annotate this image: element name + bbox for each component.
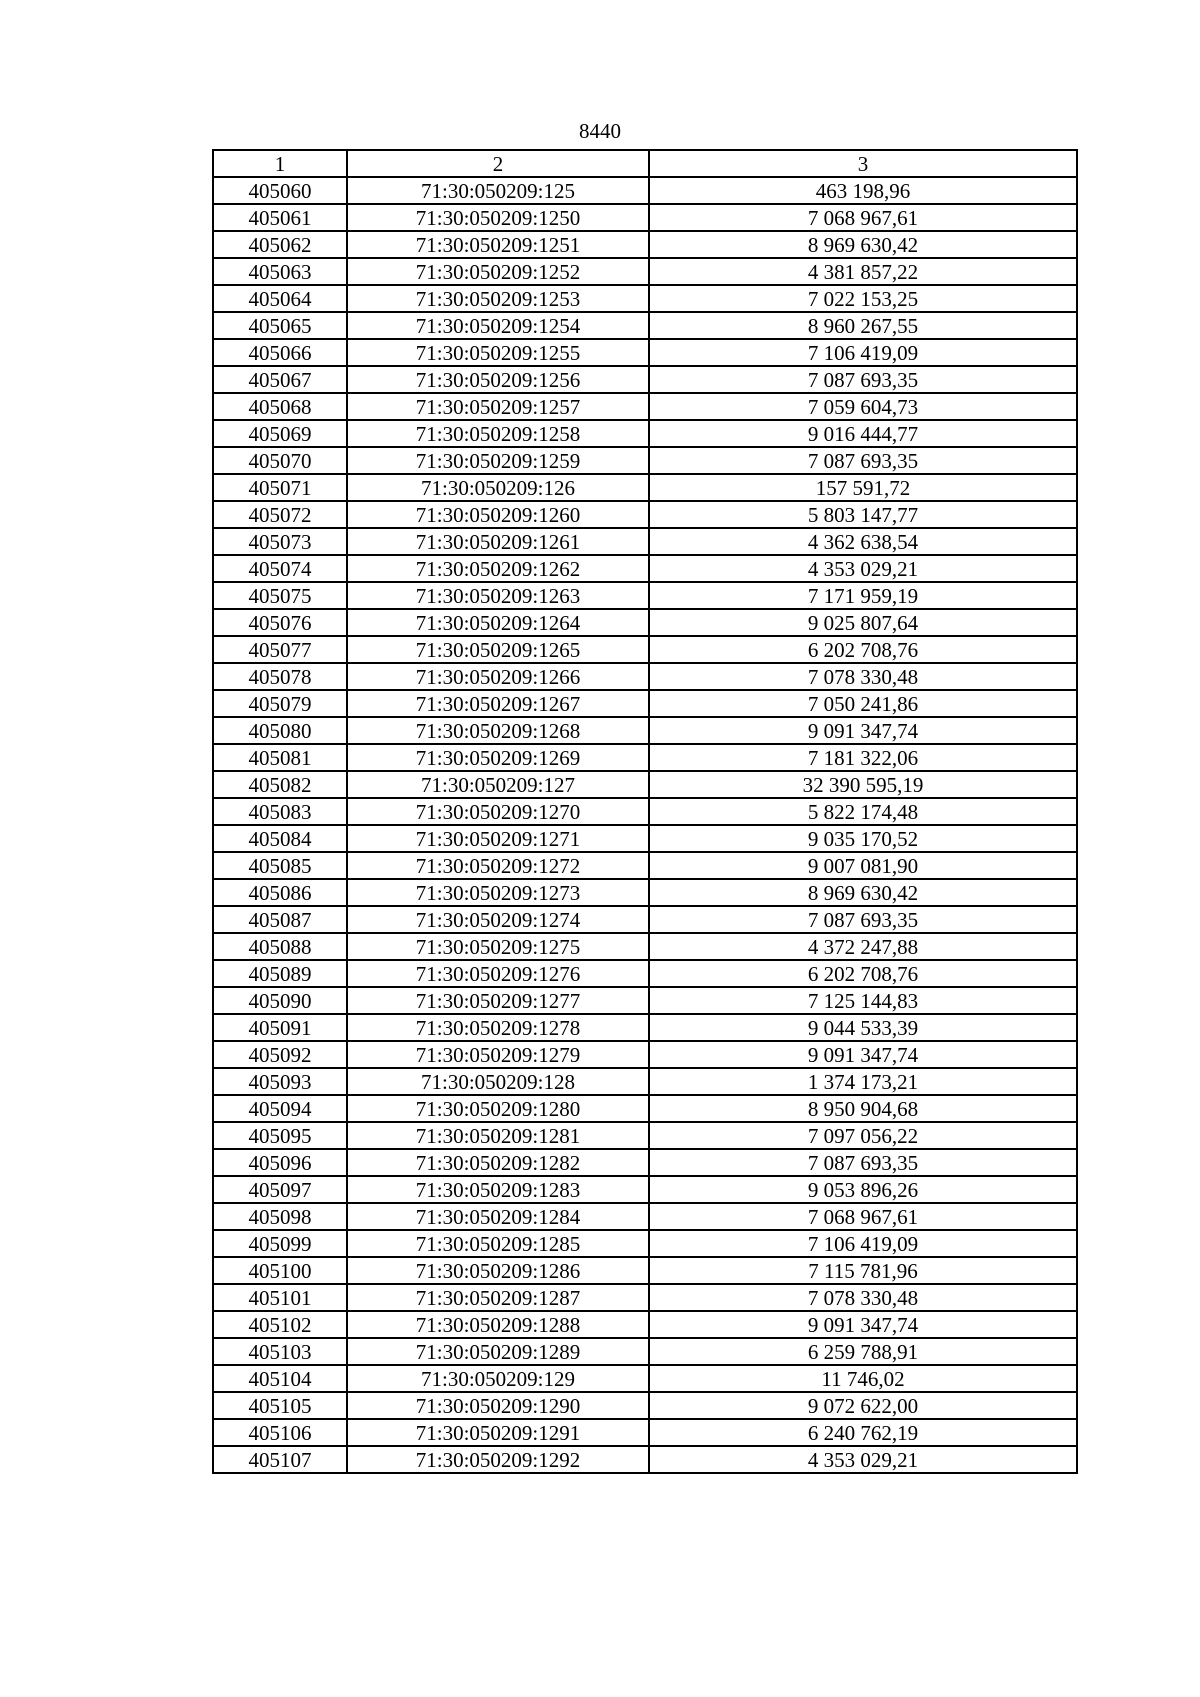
row-number-cell: 405064: [213, 285, 347, 312]
table-row: [213, 717, 1077, 744]
table-header-row: [213, 150, 1077, 177]
row-number-cell: 405077: [213, 636, 347, 663]
value-cell: 6 240 762,19: [649, 1419, 1077, 1446]
cadastral-number-cell: 71:30:050209:1267: [347, 690, 649, 717]
value-cell: 8 969 630,42: [649, 879, 1077, 906]
table-row: [213, 1230, 1077, 1257]
cadastral-number-cell: 71:30:050209:1276: [347, 960, 649, 987]
value-cell: 8 950 904,68: [649, 1095, 1077, 1122]
row-number-cell: 405075: [213, 582, 347, 609]
table-row: [213, 798, 1077, 825]
value-cell: 4 353 029,21: [649, 555, 1077, 582]
table-row: [213, 1419, 1077, 1446]
table-row: [213, 528, 1077, 555]
value-cell: 8 960 267,55: [649, 312, 1077, 339]
row-number-cell: 405060: [213, 177, 347, 204]
value-cell: 7 181 322,06: [649, 744, 1077, 771]
cadastral-number-cell: 71:30:050209:127: [347, 771, 649, 798]
value-cell: 9 091 347,74: [649, 1311, 1077, 1338]
row-number-cell: 405069: [213, 420, 347, 447]
table-row: [213, 609, 1077, 636]
row-number-cell: 405079: [213, 690, 347, 717]
table-row: [213, 555, 1077, 582]
value-cell: 9 091 347,74: [649, 717, 1077, 744]
page-number: 8440: [579, 119, 621, 143]
row-number-cell: 405087: [213, 906, 347, 933]
table-row: [213, 744, 1077, 771]
cadastral-number-cell: 71:30:050209:1258: [347, 420, 649, 447]
row-number-cell: 405084: [213, 825, 347, 852]
table-row: [213, 1257, 1077, 1284]
cadastral-number-cell: 71:30:050209:1290: [347, 1392, 649, 1419]
table-row: [213, 582, 1077, 609]
cadastral-number-cell: 71:30:050209:1269: [347, 744, 649, 771]
cadastral-number-cell: 71:30:050209:1272: [347, 852, 649, 879]
row-number-cell: 405066: [213, 339, 347, 366]
value-cell: 5 822 174,48: [649, 798, 1077, 825]
row-number-cell: 405076: [213, 609, 347, 636]
value-cell: 1 374 173,21: [649, 1068, 1077, 1095]
cadastral-number-cell: 71:30:050209:1282: [347, 1149, 649, 1176]
row-number-cell: 405061: [213, 204, 347, 231]
table-row: [213, 771, 1077, 798]
value-cell: 4 372 247,88: [649, 933, 1077, 960]
row-number-cell: 405086: [213, 879, 347, 906]
cadastral-number-cell: 71:30:050209:1273: [347, 879, 649, 906]
cadastral-number-cell: 71:30:050209:1262: [347, 555, 649, 582]
cadastral-number-cell: 71:30:050209:1260: [347, 501, 649, 528]
row-number-cell: 405102: [213, 1311, 347, 1338]
table-row: [213, 879, 1077, 906]
cadastral-number-cell: 71:30:050209:1275: [347, 933, 649, 960]
value-cell: 4 362 638,54: [649, 528, 1077, 555]
row-number-cell: 405092: [213, 1041, 347, 1068]
column-header-1: 1: [213, 150, 347, 177]
cadastral-number-cell: 71:30:050209:1283: [347, 1176, 649, 1203]
row-number-cell: 405088: [213, 933, 347, 960]
row-number-cell: 405078: [213, 663, 347, 690]
cadastral-number-cell: 71:30:050209:1286: [347, 1257, 649, 1284]
cadastral-number-cell: 71:30:050209:129: [347, 1365, 649, 1392]
value-cell: 7 171 959,19: [649, 582, 1077, 609]
table-row: [213, 1014, 1077, 1041]
table-row: [213, 1095, 1077, 1122]
value-cell: 9 025 807,64: [649, 609, 1077, 636]
value-cell: 7 022 153,25: [649, 285, 1077, 312]
row-number-cell: 405098: [213, 1203, 347, 1230]
row-number-cell: 405106: [213, 1419, 347, 1446]
value-cell: 7 106 419,09: [649, 339, 1077, 366]
cadastral-number-cell: 71:30:050209:1252: [347, 258, 649, 285]
value-cell: 6 259 788,91: [649, 1338, 1077, 1365]
cadastral-number-cell: 71:30:050209:1278: [347, 1014, 649, 1041]
row-number-cell: 405093: [213, 1068, 347, 1095]
table-row: [213, 366, 1077, 393]
value-cell: 9 053 896,26: [649, 1176, 1077, 1203]
table-row: [213, 258, 1077, 285]
value-cell: 6 202 708,76: [649, 960, 1077, 987]
table-row: [213, 960, 1077, 987]
table-row: [213, 1041, 1077, 1068]
cadastral-number-cell: 71:30:050209:1250: [347, 204, 649, 231]
value-cell: 7 087 693,35: [649, 366, 1077, 393]
cadastral-number-cell: 71:30:050209:1289: [347, 1338, 649, 1365]
cadastral-number-cell: 71:30:050209:1254: [347, 312, 649, 339]
row-number-cell: 405091: [213, 1014, 347, 1041]
row-number-cell: 405101: [213, 1284, 347, 1311]
cadastral-number-cell: 71:30:050209:1274: [347, 906, 649, 933]
row-number-cell: 405103: [213, 1338, 347, 1365]
row-number-cell: 405099: [213, 1230, 347, 1257]
value-cell: 7 097 056,22: [649, 1122, 1077, 1149]
cadastral-number-cell: 71:30:050209:1263: [347, 582, 649, 609]
value-cell: 7 087 693,35: [649, 906, 1077, 933]
cadastral-number-cell: 71:30:050209:128: [347, 1068, 649, 1095]
table-row: [213, 339, 1077, 366]
row-number-cell: 405081: [213, 744, 347, 771]
cadastral-number-cell: 71:30:050209:1271: [347, 825, 649, 852]
table-row: [213, 933, 1077, 960]
row-number-cell: 405094: [213, 1095, 347, 1122]
value-cell: 7 115 781,96: [649, 1257, 1077, 1284]
cadastral-number-cell: 71:30:050209:1270: [347, 798, 649, 825]
table-row: [213, 204, 1077, 231]
cadastral-number-cell: 71:30:050209:1292: [347, 1446, 649, 1473]
cadastral-number-cell: 71:30:050209:1255: [347, 339, 649, 366]
value-cell: 7 050 241,86: [649, 690, 1077, 717]
cadastral-number-cell: 71:30:050209:1251: [347, 231, 649, 258]
cadastral-number-cell: 71:30:050209:1265: [347, 636, 649, 663]
table-row: [213, 474, 1077, 501]
row-number-cell: 405083: [213, 798, 347, 825]
value-cell: 9 072 622,00: [649, 1392, 1077, 1419]
table-row: [213, 906, 1077, 933]
cadastral-number-cell: 71:30:050209:1288: [347, 1311, 649, 1338]
table-row: [213, 1122, 1077, 1149]
registry-table: [212, 149, 1078, 1474]
value-cell: 157 591,72: [649, 474, 1077, 501]
table-row: [213, 1284, 1077, 1311]
row-number-cell: 405089: [213, 960, 347, 987]
table-row: [213, 852, 1077, 879]
cadastral-number-cell: 71:30:050209:1268: [347, 717, 649, 744]
column-header-3: 3: [649, 150, 1077, 177]
row-number-cell: 405096: [213, 1149, 347, 1176]
table-row: [213, 1365, 1077, 1392]
cadastral-number-cell: 71:30:050209:1280: [347, 1095, 649, 1122]
cadastral-number-cell: 71:30:050209:1281: [347, 1122, 649, 1149]
cadastral-number-cell: 71:30:050209:1266: [347, 663, 649, 690]
cadastral-number-cell: 71:30:050209:1264: [347, 609, 649, 636]
table-row: [213, 1203, 1077, 1230]
table-row: [213, 1176, 1077, 1203]
cadastral-number-cell: 71:30:050209:1284: [347, 1203, 649, 1230]
table-row: [213, 1338, 1077, 1365]
row-number-cell: 405095: [213, 1122, 347, 1149]
row-number-cell: 405082: [213, 771, 347, 798]
value-cell: 7 078 330,48: [649, 663, 1077, 690]
table-row: [213, 825, 1077, 852]
row-number-cell: 405090: [213, 987, 347, 1014]
table-row: [213, 231, 1077, 258]
row-number-cell: 405104: [213, 1365, 347, 1392]
row-number-cell: 405062: [213, 231, 347, 258]
cadastral-number-cell: 71:30:050209:1257: [347, 393, 649, 420]
row-number-cell: 405067: [213, 366, 347, 393]
value-cell: 7 125 144,83: [649, 987, 1077, 1014]
value-cell: 9 091 347,74: [649, 1041, 1077, 1068]
table-row: [213, 1392, 1077, 1419]
value-cell: 9 007 081,90: [649, 852, 1077, 879]
table-row: [213, 1446, 1077, 1473]
table-row: [213, 987, 1077, 1014]
table-row: [213, 690, 1077, 717]
value-cell: 32 390 595,19: [649, 771, 1077, 798]
cadastral-number-cell: 71:30:050209:126: [347, 474, 649, 501]
value-cell: 7 087 693,35: [649, 1149, 1077, 1176]
table-row: [213, 1149, 1077, 1176]
value-cell: 6 202 708,76: [649, 636, 1077, 663]
row-number-cell: 405080: [213, 717, 347, 744]
value-cell: 8 969 630,42: [649, 231, 1077, 258]
value-cell: 7 078 330,48: [649, 1284, 1077, 1311]
cadastral-number-cell: 71:30:050209:1287: [347, 1284, 649, 1311]
row-number-cell: 405085: [213, 852, 347, 879]
table-row: [213, 393, 1077, 420]
row-number-cell: 405068: [213, 393, 347, 420]
value-cell: 7 068 967,61: [649, 1203, 1077, 1230]
table-row: [213, 447, 1077, 474]
value-cell: 4 353 029,21: [649, 1446, 1077, 1473]
value-cell: 463 198,96: [649, 177, 1077, 204]
row-number-cell: 405071: [213, 474, 347, 501]
table-row: [213, 420, 1077, 447]
value-cell: 9 035 170,52: [649, 825, 1077, 852]
value-cell: 7 087 693,35: [649, 447, 1077, 474]
table-row: [213, 501, 1077, 528]
row-number-cell: 405097: [213, 1176, 347, 1203]
table-row: [213, 1311, 1077, 1338]
row-number-cell: 405063: [213, 258, 347, 285]
value-cell: 4 381 857,22: [649, 258, 1077, 285]
column-header-2: 2: [347, 150, 649, 177]
row-number-cell: 405105: [213, 1392, 347, 1419]
table-row: [213, 636, 1077, 663]
value-cell: 7 068 967,61: [649, 204, 1077, 231]
cadastral-number-cell: 71:30:050209:1259: [347, 447, 649, 474]
row-number-cell: 405107: [213, 1446, 347, 1473]
row-number-cell: 405073: [213, 528, 347, 555]
row-number-cell: 405074: [213, 555, 347, 582]
table-row: [213, 285, 1077, 312]
value-cell: 9 044 533,39: [649, 1014, 1077, 1041]
value-cell: 7 106 419,09: [649, 1230, 1077, 1257]
row-number-cell: 405070: [213, 447, 347, 474]
table-row: [213, 177, 1077, 204]
cadastral-number-cell: 71:30:050209:1285: [347, 1230, 649, 1257]
table-row: [213, 312, 1077, 339]
table-body: [213, 177, 1077, 1473]
row-number-cell: 405072: [213, 501, 347, 528]
cadastral-number-cell: 71:30:050209:1291: [347, 1419, 649, 1446]
value-cell: 11 746,02: [649, 1365, 1077, 1392]
value-cell: 9 016 444,77: [649, 420, 1077, 447]
value-cell: 7 059 604,73: [649, 393, 1077, 420]
cadastral-number-cell: 71:30:050209:1253: [347, 285, 649, 312]
cadastral-number-cell: 71:30:050209:125: [347, 177, 649, 204]
row-number-cell: 405100: [213, 1257, 347, 1284]
cadastral-number-cell: 71:30:050209:1261: [347, 528, 649, 555]
cadastral-number-cell: 71:30:050209:1256: [347, 366, 649, 393]
value-cell: 5 803 147,77: [649, 501, 1077, 528]
table-row: [213, 663, 1077, 690]
row-number-cell: 405065: [213, 312, 347, 339]
table-row: [213, 1068, 1077, 1095]
cadastral-number-cell: 71:30:050209:1279: [347, 1041, 649, 1068]
cadastral-number-cell: 71:30:050209:1277: [347, 987, 649, 1014]
